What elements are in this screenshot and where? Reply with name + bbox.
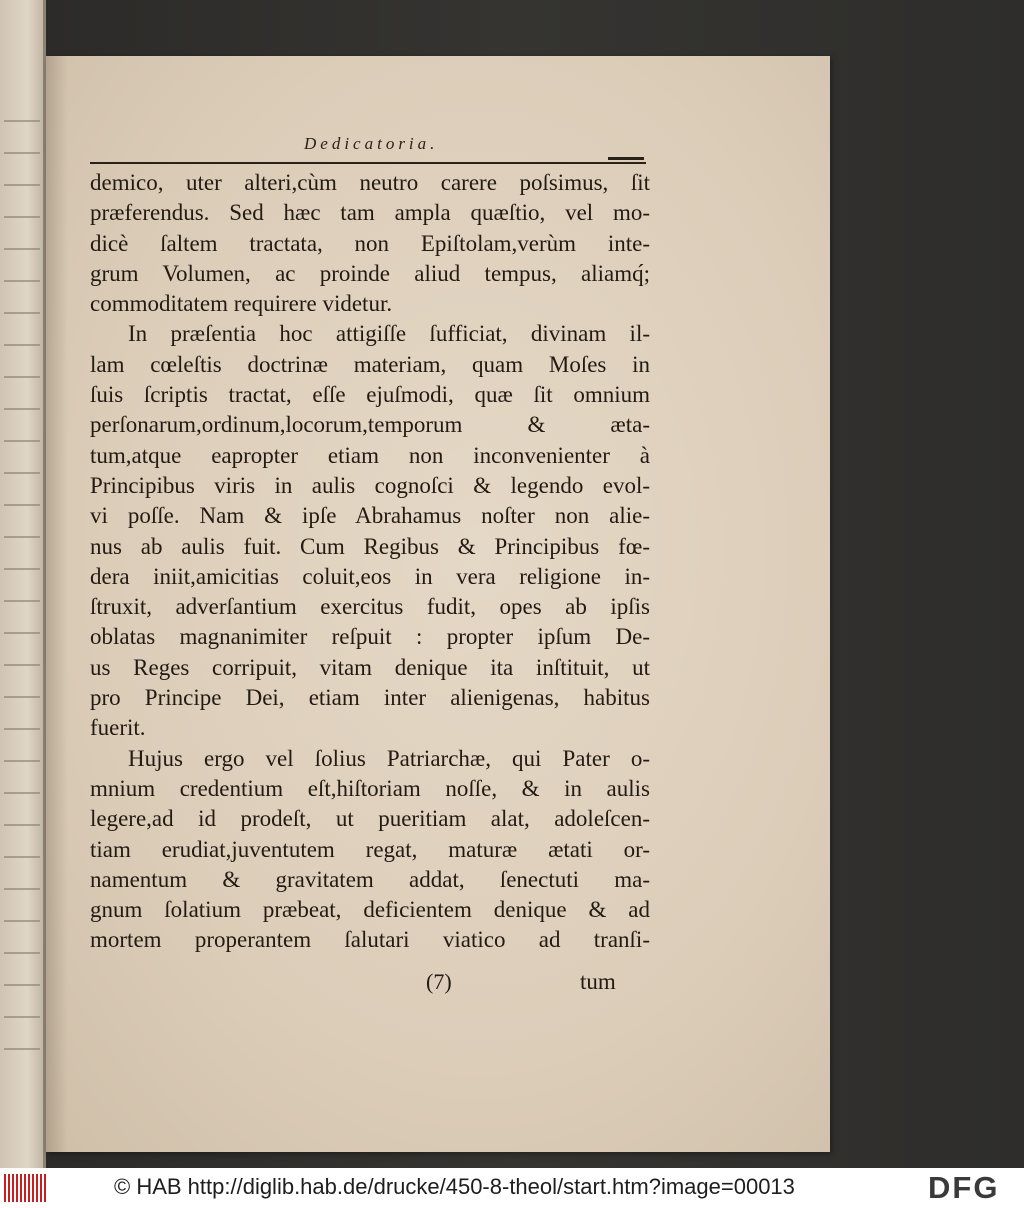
text-line: Hujus ergo vel ſolius Patriarchæ, qui Pater o- (128, 745, 650, 771)
text-line: mnium credentium eſt,hiſtoriam noſſe, & in aulis (90, 775, 650, 801)
facing-page-text-edges (4, 120, 40, 1120)
text-line: commoditatem requirere videtur. (90, 291, 393, 317)
text-line: grum Volumen, ac proinde aliud tempus, aliamq́; (90, 260, 650, 286)
text-line: vi poſſe. Nam & ipſe Abrahamus noſter non alie- (90, 503, 650, 529)
text-line: tiam erudiat,juventutem regat, maturæ ætati or- (90, 836, 650, 862)
text-line: ſuis ſcriptis tractat, eſſe ejuſmodi, quæ ſit omnium (90, 382, 650, 408)
dfg-logo: DFG (928, 1170, 1000, 1205)
text-line: præferendus. Sed hæc tam ampla quæſtio, vel mo- (90, 200, 650, 226)
page-number: (7) (426, 969, 452, 994)
text-line: fuerit. (90, 715, 146, 741)
text-line: oblatas magnanimiter reſpuit : propter ipſum De- (90, 624, 650, 650)
book-page (46, 56, 830, 1152)
head-rule-end (608, 157, 644, 160)
hab-barcode-icon (4, 1174, 48, 1202)
text-line: mortem properantem ſalutari viatico ad tranſi- (90, 927, 650, 953)
text-line: demico, uter alteri,cùm neutro carere poſsimus, ſit (90, 170, 650, 195)
text-line: legere,ad id prodeſt, ut pueritiam alat, adoleſcen- (90, 806, 650, 832)
footer-credit-link[interactable]: © HAB http://diglib.hab.de/drucke/450-8-theol/start.htm?image=00013 (114, 1174, 795, 1199)
text-line: perſonarum,ordinum,locorum,temporum & æta- (90, 412, 650, 438)
footer-bar (0, 1168, 1024, 1208)
text-line: dicè ſaltem tractata, non Epiſtolam,verùm inte- (90, 230, 650, 256)
catchword: tum (580, 969, 616, 994)
text-line: lam cœleſtis doctrinæ materiam, quam Moſes in (90, 351, 650, 377)
body-text (90, 168, 650, 956)
text-line: Principibus viris in aulis cognoſci & legendo evol- (90, 472, 650, 498)
text-line: dera iniit,amicitias coluit,eos in vera religione in- (90, 563, 650, 589)
text-line: nus ab aulis fuit. Cum Regibus & Principibus fœ- (90, 533, 650, 559)
facing-page-edge (0, 0, 46, 1168)
text-line: ſtruxit, adverſantium exercitus fudit, opes ab ipſis (90, 594, 650, 620)
text-line: gnum ſolatium præbeat, deficientem denique & ad (90, 897, 650, 923)
text-line: namentum & gravitatem addat, ſenectuti ma- (90, 866, 650, 892)
running-head: Dedicatoria. (304, 134, 439, 153)
text-line: In præſentia hoc attigiſſe ſufficiat, divinam il- (128, 321, 650, 347)
text-line: us Reges corripuit, vitam denique ita inſtituit, ut (90, 654, 650, 680)
text-line: pro Principe Dei, etiam inter alienigenas, habitus (90, 685, 650, 711)
head-rule (90, 162, 646, 164)
text-line: tum,atque eapropter etiam non inconvenienter à (90, 442, 650, 468)
